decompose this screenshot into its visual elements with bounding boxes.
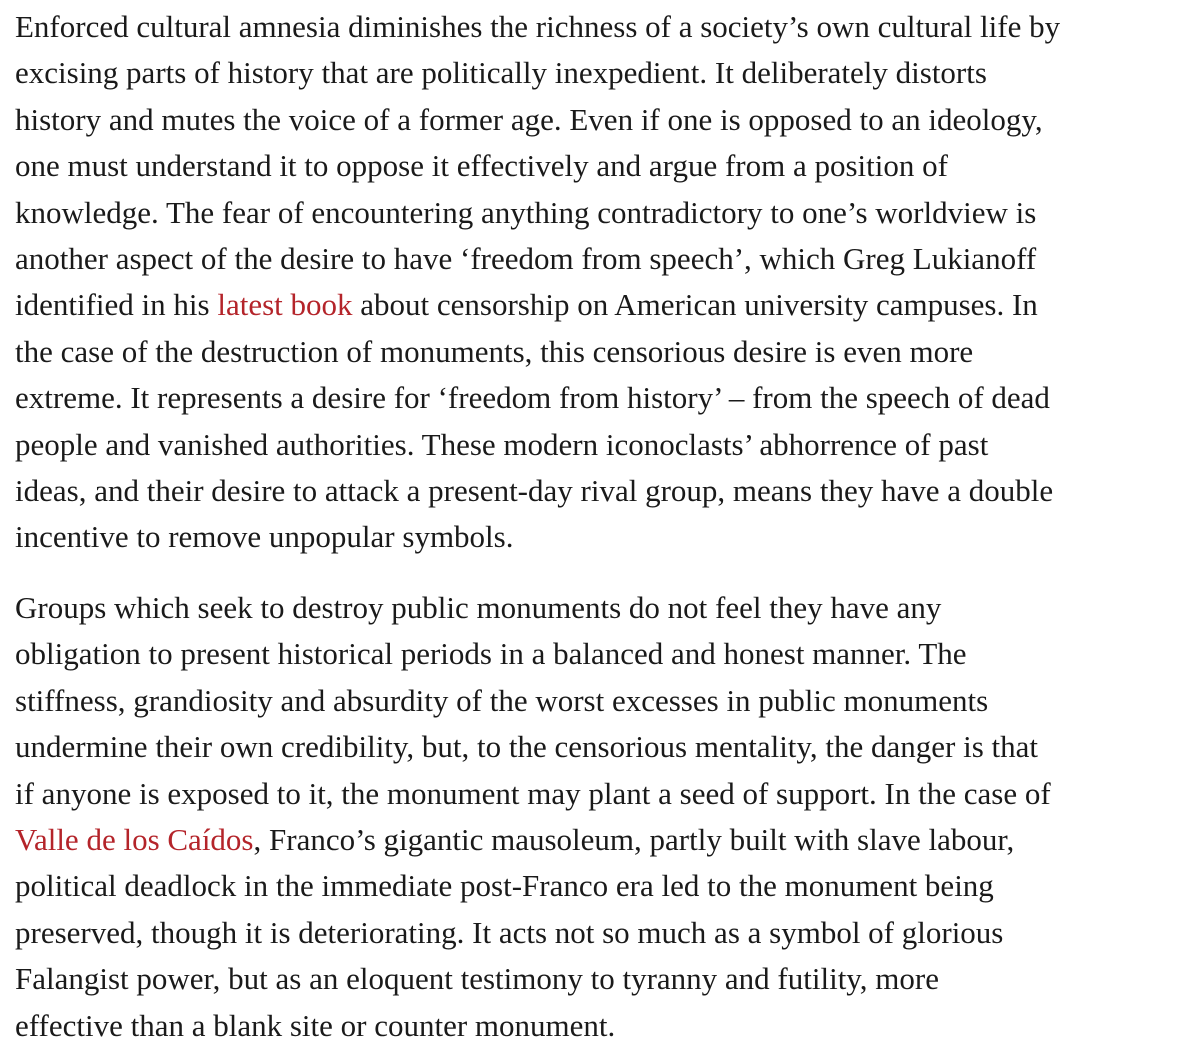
text-line [15, 678, 1178, 724]
text-line [15, 910, 1178, 956]
paragraph [15, 585, 1178, 1049]
text-segment: undermine their own credibility, but, to the censorious mentality, the danger is that [15, 729, 1039, 765]
text-segment: incentive to remove unpopular symbols. [15, 519, 514, 555]
latest-book-link[interactable]: latest book [217, 287, 353, 323]
text-segment: stiffness, grandiosity and absurdity of the worst excesses in public monuments [15, 682, 989, 718]
text-segment: effective than a blank site or counter monument. [15, 1007, 616, 1043]
text-segment: identified in his [15, 287, 218, 323]
text-line [15, 817, 1178, 863]
text-segment: one must understand it to oppose it effectively and argue from a position of [15, 148, 948, 184]
text-segment: the case of the destruction of monuments, this censorious desire is even more [15, 333, 974, 369]
text-line [15, 422, 1178, 468]
text-segment: history and mutes the voice of a former age. Even if one is opposed to an ideology, [15, 101, 1043, 137]
text-segment: Groups which seek to destroy public monuments do not feel they have any [15, 589, 942, 625]
text-line [15, 863, 1178, 909]
text-line [15, 329, 1178, 375]
text-segment: excising parts of history that are politically inexpedient. It deliberately distorts [15, 55, 987, 91]
valle-de-los-caidos-link[interactable]: Valle de los Caídos [15, 821, 254, 857]
text-segment: Falangist power, but as an eloquent testimony to tyranny and futility, more [15, 961, 939, 997]
text-line [15, 236, 1178, 282]
text-segment: , Franco’s gigantic mausoleum, partly built with slave labour, [253, 821, 1015, 857]
text-line [15, 771, 1178, 817]
text-line [15, 143, 1178, 189]
paragraph [15, 4, 1178, 561]
text-segment: political deadlock in the immediate post-Franco era led to the monument being [15, 868, 994, 904]
text-segment: people and vanished authorities. These modern iconoclasts’ abhorrence of past [15, 426, 989, 462]
text-segment: knowledge. The fear of encountering anything contradictory to one’s worldview is [15, 194, 1037, 230]
text-line [15, 1003, 1178, 1049]
text-segment: if anyone is exposed to it, the monument may plant a seed of support. In the case of [15, 775, 1051, 811]
text-line [15, 724, 1178, 770]
text-segment: Enforced cultural amnesia diminishes the richness of a society’s own cultural life by [15, 9, 1061, 44]
text-segment: obligation to present historical periods in a balanced and honest manner. The [15, 636, 967, 672]
text-line [15, 631, 1178, 677]
text-segment: extreme. It represents a desire for ‘freedom from history’ – from the speech of dead [15, 380, 1050, 416]
text-line [15, 375, 1178, 421]
text-line [15, 50, 1178, 96]
text-segment: another aspect of the desire to have ‘freedom from speech’, which Greg Lukianoff [15, 241, 1037, 277]
text-line [15, 190, 1178, 236]
text-line [15, 956, 1178, 1002]
text-segment: preserved, though it is deteriorating. It acts not so much as a symbol of glorious [15, 914, 1004, 950]
text-segment: about censorship on American university campuses. In [352, 287, 1038, 323]
text-segment: ideas, and their desire to attack a present-day rival group, means they have a double [15, 473, 1054, 509]
text-line [15, 514, 1178, 560]
text-line [15, 585, 1178, 631]
text-line [15, 4, 1178, 50]
text-line [15, 97, 1178, 143]
text-line [15, 468, 1178, 514]
text-line [15, 282, 1178, 328]
